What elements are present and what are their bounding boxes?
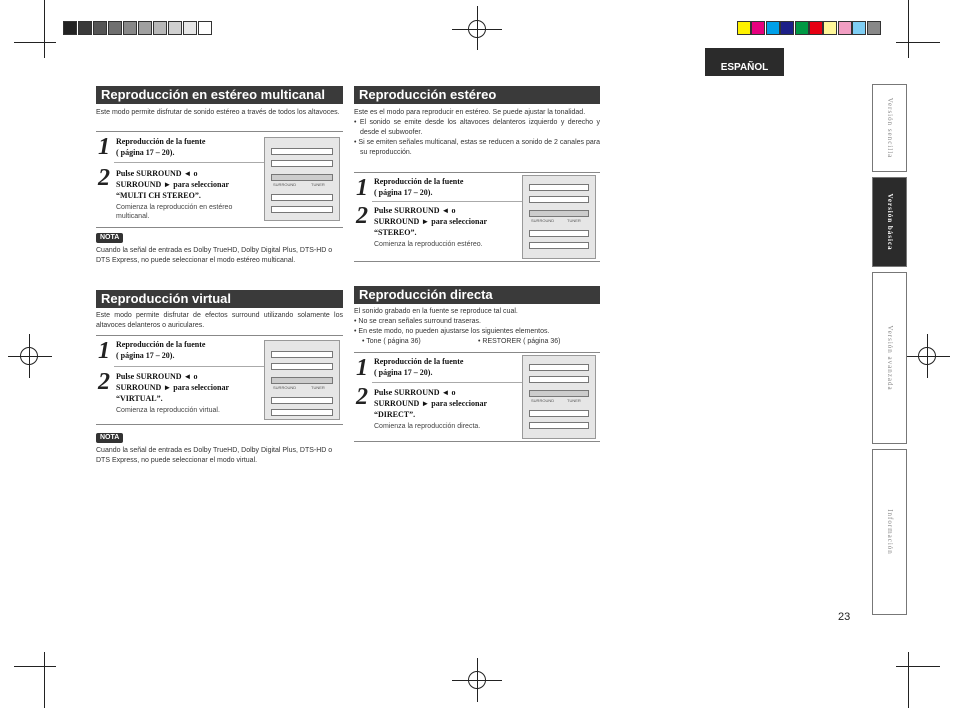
- remote-illustration: SURROUND TUNER: [264, 340, 340, 420]
- step-2-text: [116, 371, 261, 415]
- restorer-ref: • RESTORER ( página 36): [478, 338, 561, 345]
- intro-text: El sonido grabado en la fuente se reproduce tal cual.: [354, 308, 518, 315]
- language-badge: ESPAÑOL: [705, 48, 784, 76]
- step-2-line: SURROUND ► para seleccionar: [116, 180, 230, 189]
- remote-illustration: SURROUND TUNER: [522, 175, 596, 259]
- steps-box-multicanal: [96, 131, 343, 228]
- color-swatch: [737, 21, 751, 35]
- crop-mark: [906, 356, 950, 357]
- step-1-text: [374, 356, 519, 378]
- side-tab-informacion[interactable]: [872, 449, 907, 615]
- color-swatch: [751, 21, 765, 35]
- step-1-line: Reproducción de la fuente: [374, 177, 464, 186]
- intro-bullet: • En este modo, no pueden ajustarse los siguientes elementos.: [354, 328, 550, 335]
- step-divider: [372, 382, 522, 383]
- step-2-line: Pulse SURROUND ◄ o: [374, 206, 456, 215]
- step-number: 1: [98, 338, 110, 364]
- color-swatch: [867, 21, 881, 35]
- crop-mark: [44, 652, 45, 708]
- step-1-page-ref: ( página 17 – 20).: [116, 351, 175, 360]
- gray-swatch: [108, 21, 122, 35]
- color-swatch: [780, 21, 794, 35]
- step-2-mode: “VIRTUAL”.: [116, 394, 163, 403]
- step-1-page-ref: ( página 17 – 20).: [374, 188, 433, 197]
- remote-illustration: SURROUND TUNER: [264, 137, 340, 221]
- intro-bullet: • El sonido se emite desde los altavoces delanteros izquierdo y derecho y desde el subwoofer.: [354, 119, 600, 136]
- note-text: Cuando la señal de entrada es Dolby TrueHD, Dolby Digital Plus, DTS-HD o DTS Express, no puede seleccionar el modo estéreo multicanal.: [96, 247, 333, 264]
- crop-mark: [44, 0, 45, 58]
- step-divider: [114, 366, 264, 367]
- intro-bullet: • No se crean señales surround traseras.: [354, 318, 481, 325]
- side-tab-label: Versión básica: [885, 193, 894, 251]
- gray-swatch: [78, 21, 92, 35]
- section-intro: Este modo permite disfrutar de sonido estéreo a través de todos los altavoces.: [96, 109, 340, 116]
- step-2-mode: “STEREO”.: [374, 228, 417, 237]
- steps-box-estereo: [354, 172, 600, 262]
- step-2-text: [116, 168, 261, 221]
- step-number: 1: [356, 175, 368, 201]
- gray-swatch: [198, 21, 212, 35]
- side-tab-version-avanzada[interactable]: [872, 272, 907, 444]
- step-1-line: Reproducción de la fuente: [374, 357, 464, 366]
- step-1-line: Reproducción de la fuente: [116, 137, 206, 146]
- steps-box-directa: [354, 352, 600, 442]
- step-2-mode: “MULTI CH STEREO”.: [116, 191, 201, 200]
- gray-swatch: [93, 21, 107, 35]
- section-title-directa: Reproducción directa: [354, 286, 600, 304]
- crop-mark: [908, 652, 909, 708]
- crop-mark: [14, 42, 56, 43]
- gray-swatch: [138, 21, 152, 35]
- gray-swatch: [63, 21, 77, 35]
- step-1-page-ref: ( página 17 – 20).: [374, 368, 433, 377]
- step-2-result: Comienza la reproducción en estéreo multicanal.: [116, 204, 233, 220]
- step-2-mode: “DIRECT”.: [374, 410, 416, 419]
- section-title-multicanal: Reproducción en estéreo multicanal: [96, 86, 343, 104]
- nota-badge: NOTA: [96, 233, 123, 243]
- step-2-line: Pulse SURROUND ◄ o: [116, 169, 198, 178]
- step-1-text: [116, 339, 261, 361]
- section-intro: [354, 307, 600, 337]
- step-2-text: [374, 205, 519, 249]
- gray-swatch: [153, 21, 167, 35]
- page-number: 23: [838, 611, 851, 623]
- step-2-result: Comienza la reproducción directa.: [374, 423, 481, 430]
- color-swatch: [766, 21, 780, 35]
- nota-badge: NOTA: [96, 433, 123, 443]
- step-2-line: SURROUND ► para seleccionar: [374, 217, 488, 226]
- step-2-line: Pulse SURROUND ◄ o: [116, 372, 198, 381]
- intro-text: Este es el modo para reproducir en estéreo. Se puede ajustar la tonalidad.: [354, 109, 586, 116]
- step-divider: [114, 162, 264, 163]
- crop-mark: [896, 42, 940, 43]
- crop-mark: [477, 6, 478, 50]
- step-number: 2: [98, 165, 110, 191]
- step-divider: [372, 201, 522, 202]
- side-tab-version-basica[interactable]: [872, 177, 907, 267]
- crop-mark: [896, 666, 940, 667]
- step-number: 1: [98, 134, 110, 160]
- crop-mark: [14, 666, 56, 667]
- step-2-text: [374, 387, 519, 431]
- step-1-line: Reproducción de la fuente: [116, 340, 206, 349]
- step-number: 2: [98, 369, 110, 395]
- color-swatch: [795, 21, 809, 35]
- section-title-estereo: Reproducción estéreo: [354, 86, 600, 104]
- steps-box-virtual: [96, 335, 343, 425]
- step-2-result: Comienza la reproducción virtual.: [116, 407, 220, 414]
- crop-mark: [8, 356, 52, 357]
- gray-swatch: [168, 21, 182, 35]
- color-swatch: [809, 21, 823, 35]
- step-2-result: Comienza la reproducción estéreo.: [374, 241, 483, 248]
- step-number: 2: [356, 384, 368, 410]
- step-number: 2: [356, 203, 368, 229]
- crop-mark: [452, 680, 502, 681]
- color-swatch: [852, 21, 866, 35]
- note-text: Cuando la señal de entrada es Dolby TrueHD, Dolby Digital Plus, DTS-HD o DTS Express, no puede seleccionar el modo virtual.: [96, 447, 333, 464]
- step-1-page-ref: ( página 17 – 20).: [116, 148, 175, 157]
- section-title-virtual: Reproducción virtual: [96, 290, 343, 308]
- step-number: 1: [356, 355, 368, 381]
- remote-illustration: SURROUND TUNER: [522, 355, 596, 439]
- color-swatch: [823, 21, 837, 35]
- step-2-line: SURROUND ► para seleccionar: [116, 383, 230, 392]
- step-2-line: Pulse SURROUND ◄ o: [374, 388, 456, 397]
- side-tab-label: Información: [885, 509, 894, 555]
- gray-swatch: [123, 21, 137, 35]
- section-intro: [354, 108, 600, 158]
- step-1-text: [116, 136, 261, 158]
- step-2-line: SURROUND ► para seleccionar: [374, 399, 488, 408]
- side-tab-label: Versión avanzada: [885, 325, 894, 391]
- intro-bullet: • Si se emiten señales multicanal, estas se reducen a sonido de 2 canales para su reproducción.: [354, 139, 600, 156]
- color-swatch: [838, 21, 852, 35]
- step-1-text: [374, 176, 519, 198]
- crop-mark: [908, 0, 909, 58]
- gray-swatch: [183, 21, 197, 35]
- side-tab-version-sencilla[interactable]: [872, 84, 907, 172]
- side-tab-label: Versión sencilla: [885, 97, 894, 159]
- crop-mark: [452, 29, 502, 30]
- tone-ref: • Tone ( página 36): [362, 338, 421, 345]
- section-intro: Este modo permite disfrutar de efectos surround utilizando solamente los altavoces delanteros o auriculares.: [96, 312, 343, 329]
